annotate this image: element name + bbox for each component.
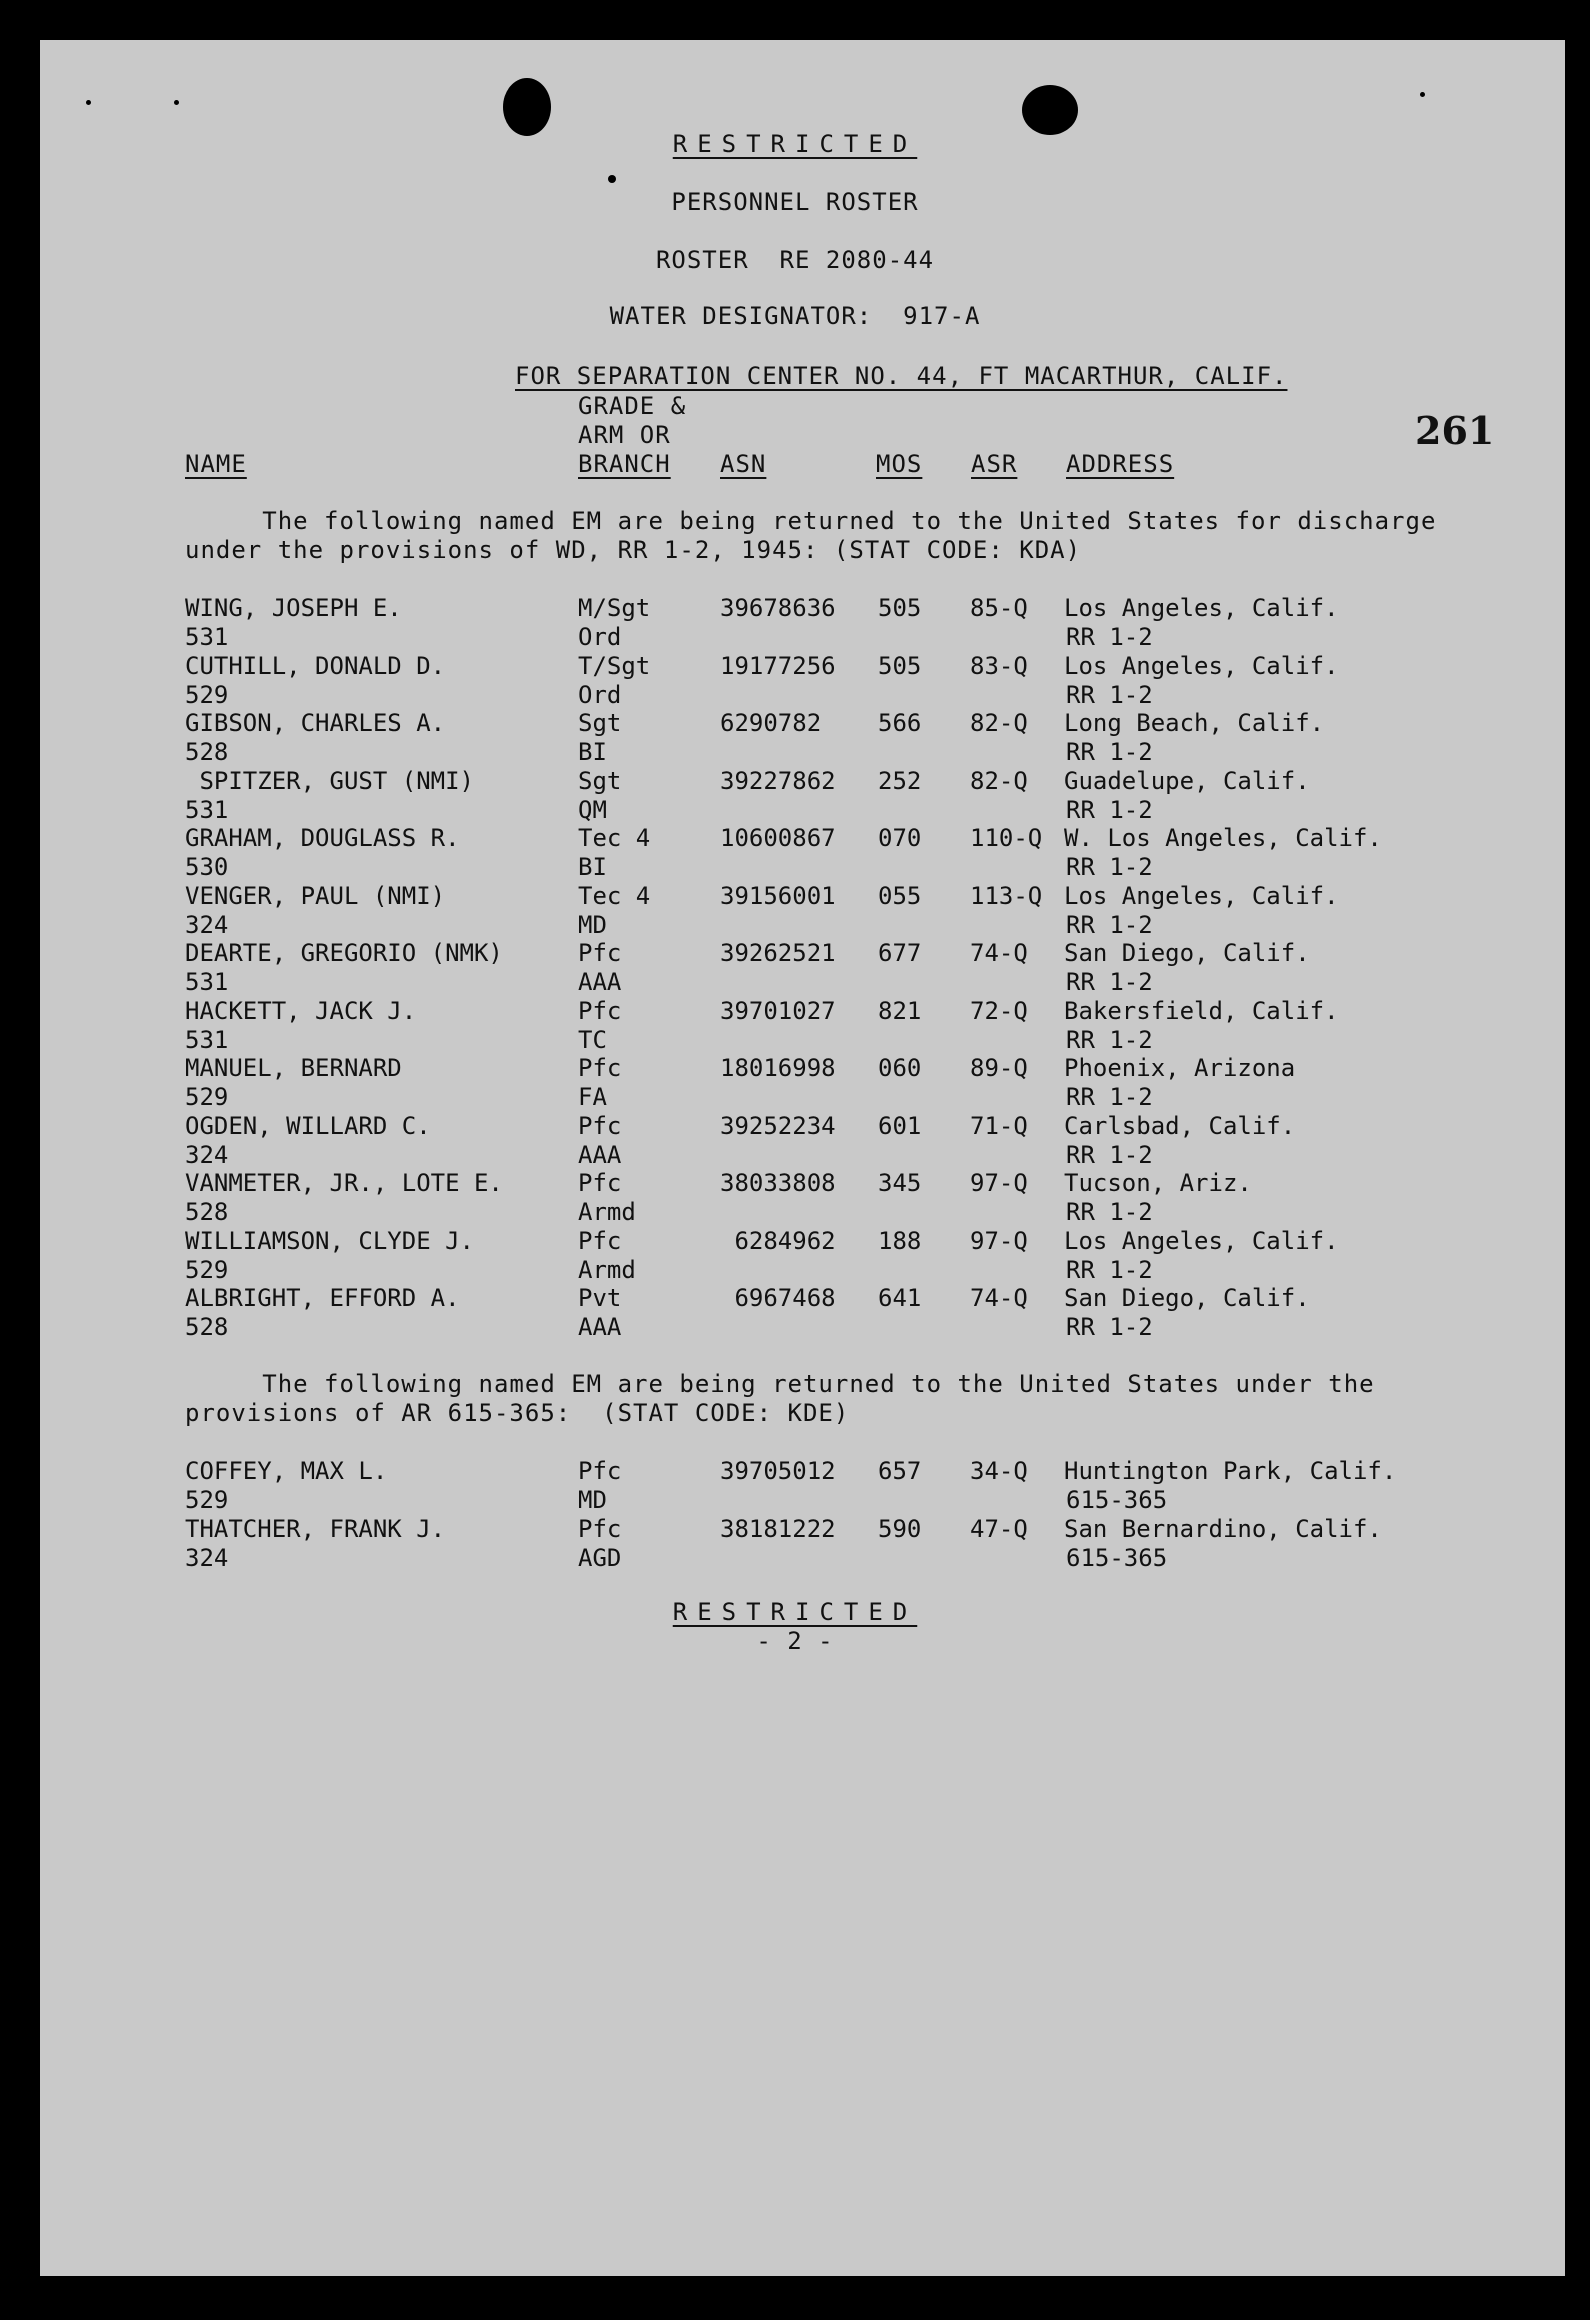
entry-asr: 89-Q xyxy=(970,1054,1028,1082)
entry-name: COFFEY, MAX L. xyxy=(185,1457,388,1485)
entry-code: 531 xyxy=(185,795,229,824)
entry-mos: 060 xyxy=(878,1054,922,1082)
entry-mos: 252 xyxy=(878,766,922,795)
entry-auth: RR 1-2 xyxy=(1066,738,1153,766)
entry-address: Bakersfield, Calif. xyxy=(1064,996,1339,1025)
entry-address: Los Angeles, Calif. xyxy=(1064,651,1339,680)
entry-branch: MD xyxy=(578,1486,607,1514)
entry-name: SPITZER, GUST (NMI) xyxy=(185,766,474,795)
entry-name: GIBSON, CHARLES A. xyxy=(185,709,446,737)
roster-entry xyxy=(0,1457,1590,1515)
entry-name: WING, JOSEPH E. xyxy=(185,594,402,622)
column-header-grade-2: ARM OR xyxy=(578,421,671,449)
column-header-name: NAME xyxy=(185,450,247,478)
entry-branch: AGD xyxy=(578,1543,622,1572)
entry-grade: T/Sgt xyxy=(578,651,651,680)
entry-asr: 82-Q xyxy=(970,709,1028,737)
entry-name: WILLIAMSON, CLYDE J. xyxy=(185,1226,474,1255)
entry-grade: Tec 4 xyxy=(578,881,651,910)
entry-grade: Pfc xyxy=(578,1111,622,1140)
roster-entry xyxy=(0,709,1590,767)
entry-branch: MD xyxy=(578,910,607,939)
entry-mos: 657 xyxy=(878,1457,922,1485)
entry-branch: BI xyxy=(578,853,607,881)
column-header-asn: ASN xyxy=(720,450,767,478)
entry-code: 529 xyxy=(185,1255,229,1284)
entry-name: GRAHAM, DOUGLASS R. xyxy=(185,824,460,852)
column-header-asr: ASR xyxy=(971,450,1018,478)
entry-address: Los Angeles, Calif. xyxy=(1064,1226,1339,1255)
entry-address: San Diego, Calif. xyxy=(1064,939,1310,967)
entry-code: 324 xyxy=(185,1140,229,1169)
entry-auth: RR 1-2 xyxy=(1066,853,1153,881)
roster-entry xyxy=(0,1112,1590,1170)
entry-auth: RR 1-2 xyxy=(1066,1025,1153,1054)
entry-mos: 070 xyxy=(878,824,922,852)
entry-asr: 47-Q xyxy=(970,1514,1028,1543)
entry-grade: Pfc xyxy=(578,996,622,1025)
punch-hole-left xyxy=(503,78,551,136)
entry-name: VENGER, PAUL (NMI) xyxy=(185,881,446,910)
entry-grade: Pfc xyxy=(578,1514,622,1543)
roster-entry xyxy=(0,1515,1590,1573)
entry-code: 528 xyxy=(185,738,229,766)
entry-mos: 188 xyxy=(878,1226,922,1255)
roster-entry xyxy=(0,767,1590,825)
entry-address: Guadelupe, Calif. xyxy=(1064,766,1310,795)
ink-speck xyxy=(86,100,91,105)
entry-grade: M/Sgt xyxy=(578,594,651,622)
entry-grade: Pfc xyxy=(578,1457,622,1485)
entry-asn: 39156001 xyxy=(720,881,836,910)
entry-name: THATCHER, FRANK J. xyxy=(185,1514,446,1543)
entry-asr: 74-Q xyxy=(970,1284,1028,1312)
entry-code: 531 xyxy=(185,1025,229,1054)
entry-address: Phoenix, Arizona xyxy=(1064,1054,1296,1082)
entry-grade: Pfc xyxy=(578,1169,622,1197)
entry-asr: 83-Q xyxy=(970,651,1028,680)
roster-entry xyxy=(0,594,1590,652)
entry-auth: RR 1-2 xyxy=(1066,623,1153,651)
section1-intro-line1: The following named EM are being returned to the United States for discharge xyxy=(185,507,1437,535)
entry-mos: 677 xyxy=(878,939,922,967)
entry-code: 529 xyxy=(185,1083,229,1111)
punch-hole-right xyxy=(1022,85,1078,135)
entry-name: HACKETT, JACK J. xyxy=(185,996,417,1025)
entry-asr: 72-Q xyxy=(970,996,1028,1025)
page-stamp: 261 xyxy=(1415,408,1495,453)
entry-branch: Armd xyxy=(578,1255,636,1284)
entry-address: Tucson, Ariz. xyxy=(1064,1169,1252,1197)
entry-code: 530 xyxy=(185,853,229,881)
entry-code: 529 xyxy=(185,1486,229,1514)
entry-asr: 97-Q xyxy=(970,1169,1028,1197)
entry-asr: 113-Q xyxy=(970,881,1043,910)
entry-asr: 97-Q xyxy=(970,1226,1028,1255)
entry-grade: Tec 4 xyxy=(578,824,651,852)
entry-address: Huntington Park, Calif. xyxy=(1064,1457,1397,1485)
entry-asr: 82-Q xyxy=(970,766,1028,795)
entry-asn: 39705012 xyxy=(720,1457,836,1485)
destination-heading: FOR SEPARATION CENTER NO. 44, FT MACARTHUR, CALIF. xyxy=(515,362,1288,390)
entry-asn: 39701027 xyxy=(720,996,836,1025)
ink-speck xyxy=(608,175,616,183)
roster-number: ROSTER RE 2080-44 xyxy=(655,246,935,274)
entry-asn: 18016998 xyxy=(720,1054,836,1082)
entry-address: W. Los Angeles, Calif. xyxy=(1064,824,1382,852)
entry-asn: 19177256 xyxy=(720,651,836,680)
section1-intro-line2: under the provisions of WD, RR 1-2, 1945: (STAT CODE: KDA) xyxy=(185,536,1082,564)
roster-entry xyxy=(0,939,1590,997)
entry-asn: 39227862 xyxy=(720,766,836,795)
section2-intro-line1: The following named EM are being returned to the United States under the xyxy=(185,1370,1375,1398)
roster-entry xyxy=(0,882,1590,940)
entry-auth: RR 1-2 xyxy=(1066,1083,1153,1111)
entry-branch: QM xyxy=(578,795,607,824)
roster-entry xyxy=(0,1054,1590,1112)
entry-mos: 505 xyxy=(878,594,922,622)
roster-entry xyxy=(0,997,1590,1055)
water-designator: WATER DESIGNATOR: 917-A xyxy=(609,302,981,330)
entry-grade: Pvt xyxy=(578,1284,622,1312)
entry-name: OGDEN, WILLARD C. xyxy=(185,1111,431,1140)
entry-grade: Sgt xyxy=(578,766,622,795)
entry-asn: 39262521 xyxy=(720,939,836,967)
entry-auth: RR 1-2 xyxy=(1066,910,1153,939)
entry-address: Los Angeles, Calif. xyxy=(1064,594,1339,622)
entry-auth: RR 1-2 xyxy=(1066,795,1153,824)
entry-address: San Diego, Calif. xyxy=(1064,1284,1310,1312)
entry-asn: 39678636 xyxy=(720,594,836,622)
entry-asn: 38033808 xyxy=(720,1169,836,1197)
entry-branch: AAA xyxy=(578,1140,622,1169)
entry-code: 528 xyxy=(185,1313,229,1341)
entry-code: 528 xyxy=(185,1198,229,1226)
entry-address: Los Angeles, Calif. xyxy=(1064,881,1339,910)
entry-asn: 6284962 xyxy=(720,1226,836,1255)
entry-grade: Pfc xyxy=(578,1054,622,1082)
entry-name: CUTHILL, DONALD D. xyxy=(185,651,446,680)
entry-grade: Pfc xyxy=(578,1226,622,1255)
entry-code: 531 xyxy=(185,968,229,996)
entry-grade: Sgt xyxy=(578,709,622,737)
entry-branch: AAA xyxy=(578,1313,622,1341)
entry-asn: 10600867 xyxy=(720,824,836,852)
entry-mos: 345 xyxy=(878,1169,922,1197)
entry-auth: RR 1-2 xyxy=(1066,1313,1153,1341)
entry-auth: 615-365 xyxy=(1066,1486,1168,1514)
entry-branch: AAA xyxy=(578,968,622,996)
entry-branch: Ord xyxy=(578,623,622,651)
column-header-address: ADDRESS xyxy=(1066,450,1175,478)
entry-branch: Ord xyxy=(578,680,622,709)
entry-auth: RR 1-2 xyxy=(1066,680,1153,709)
restricted-header: RESTRICTED xyxy=(672,130,918,158)
entry-auth: RR 1-2 xyxy=(1066,968,1153,996)
entry-asr: 110-Q xyxy=(970,824,1043,852)
entry-name: DEARTE, GREGORIO (NMK) xyxy=(185,939,503,967)
entry-auth: 615-365 xyxy=(1066,1543,1168,1572)
entry-auth: RR 1-2 xyxy=(1066,1198,1153,1226)
entry-branch: TC xyxy=(578,1025,607,1054)
ink-speck xyxy=(1420,92,1425,97)
entry-mos: 641 xyxy=(878,1284,922,1312)
entry-mos: 590 xyxy=(878,1514,922,1543)
entry-mos: 055 xyxy=(878,881,922,910)
entry-asr: 74-Q xyxy=(970,939,1028,967)
restricted-footer: RESTRICTED xyxy=(672,1598,918,1626)
roster-entry xyxy=(0,824,1590,882)
entry-name: MANUEL, BERNARD xyxy=(185,1054,402,1082)
entry-asn: 39252234 xyxy=(720,1111,836,1140)
entry-mos: 821 xyxy=(878,996,922,1025)
column-header-grade-3: BRANCH xyxy=(578,450,671,478)
entry-branch: Armd xyxy=(578,1198,636,1226)
entry-asn: 38181222 xyxy=(720,1514,836,1543)
roster-entry xyxy=(0,1284,1590,1342)
section2-intro-line2: provisions of AR 615-365: (STAT CODE: KDE) xyxy=(185,1399,850,1427)
column-header-grade-1: GRADE & xyxy=(578,392,687,420)
entry-branch: FA xyxy=(578,1083,607,1111)
entry-auth: RR 1-2 xyxy=(1066,1255,1153,1284)
entry-code: 529 xyxy=(185,680,229,709)
entry-code: 531 xyxy=(185,623,229,651)
entry-grade: Pfc xyxy=(578,939,622,967)
entry-asn: 6967468 xyxy=(720,1284,836,1312)
document-title: PERSONNEL ROSTER xyxy=(671,188,919,216)
entry-mos: 566 xyxy=(878,709,922,737)
entry-branch: BI xyxy=(578,738,607,766)
entry-asr: 34-Q xyxy=(970,1457,1028,1485)
roster-entry xyxy=(0,1227,1590,1285)
entry-auth: RR 1-2 xyxy=(1066,1140,1153,1169)
entry-name: ALBRIGHT, EFFORD A. xyxy=(185,1284,460,1312)
entry-address: Carlsbad, Calif. xyxy=(1064,1111,1296,1140)
entry-mos: 505 xyxy=(878,651,922,680)
entry-code: 324 xyxy=(185,1543,229,1572)
entry-address: San Bernardino, Calif. xyxy=(1064,1514,1382,1543)
roster-entry xyxy=(0,652,1590,710)
roster-entry xyxy=(0,1169,1590,1227)
entry-name: VANMETER, JR., LOTE E. xyxy=(185,1169,503,1197)
entry-address: Long Beach, Calif. xyxy=(1064,709,1325,737)
entry-asn: 6290782 xyxy=(720,709,822,737)
ink-speck xyxy=(174,100,179,105)
page-number: - 2 - xyxy=(756,1627,834,1655)
column-header-mos: MOS xyxy=(876,450,923,478)
entry-asr: 71-Q xyxy=(970,1111,1028,1140)
entry-mos: 601 xyxy=(878,1111,922,1140)
entry-code: 324 xyxy=(185,910,229,939)
entry-asr: 85-Q xyxy=(970,594,1028,622)
